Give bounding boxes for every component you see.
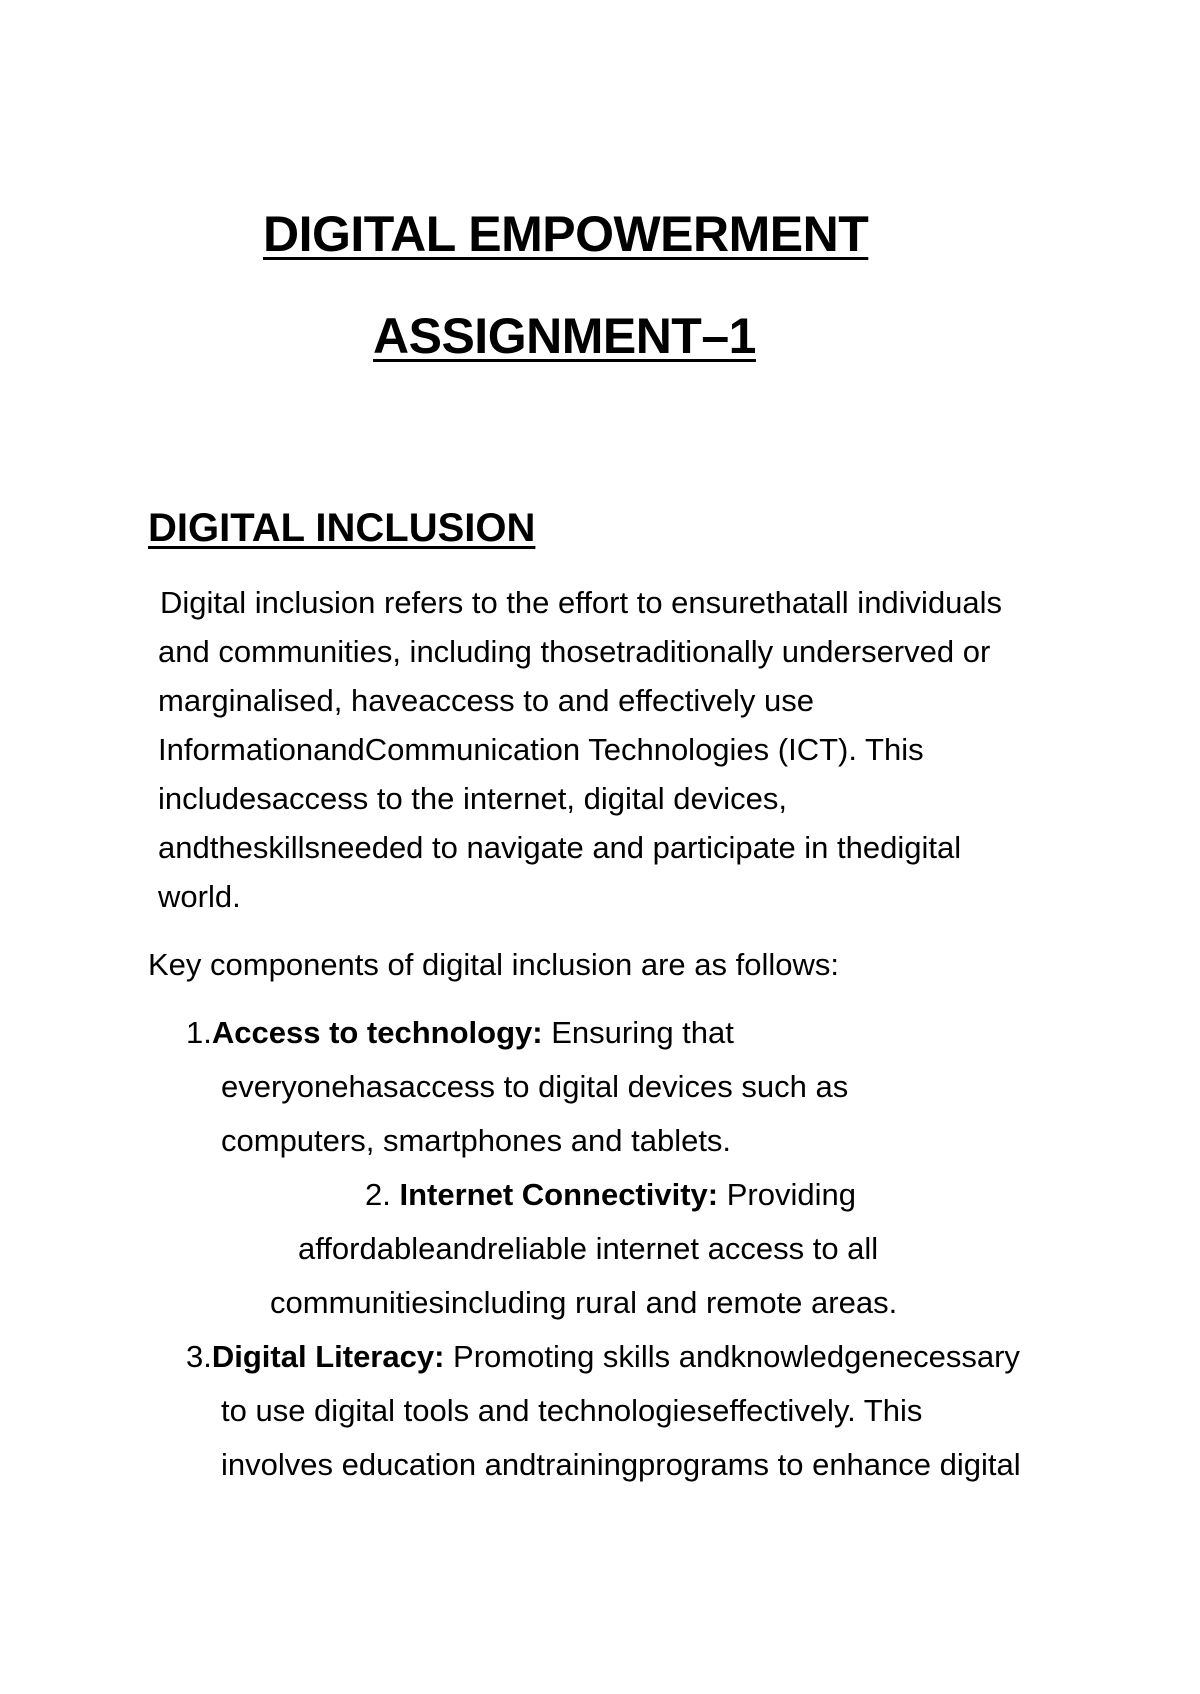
list-item-number: 2.	[365, 1177, 400, 1212]
paragraph-line: andtheskillsneeded to navigate and participate in thedigital	[158, 830, 962, 865]
list-item-2	[365, 1177, 856, 1213]
list-item-line: computers, smartphones and tablets.	[221, 1123, 732, 1158]
list-item-line: everyonehasaccess to digital devices such as	[221, 1069, 849, 1104]
list-item-number: 3.	[186, 1339, 212, 1374]
list-item-text: Promoting skills andknowledgenecessary	[444, 1339, 1020, 1374]
section-heading: DIGITAL INCLUSION	[148, 506, 536, 550]
paragraph-line: Digital inclusion refers to the effort to ensurethatall individuals	[160, 585, 1003, 620]
title-line-1: DIGITAL EMPOWERMENT	[263, 206, 869, 262]
paragraph-line: marginalised, haveaccess to and effectively use	[158, 683, 814, 718]
list-item-line: involves education andtrainingprograms to enhance digital	[221, 1447, 1021, 1482]
list-item-1	[186, 1015, 734, 1051]
paragraph-line: InformationandCommunication Technologies (ICT). This	[158, 732, 924, 767]
list-item-term: Digital Literacy:	[211, 1339, 445, 1374]
title-line-2: ASSIGNMENT–1	[373, 308, 756, 364]
list-item-term: Access to technology:	[211, 1015, 543, 1050]
list-item-number: 1.	[186, 1015, 212, 1050]
list-item-3	[186, 1339, 1020, 1375]
list-item-line: to use digital tools and technologieseffectively. This	[221, 1393, 923, 1428]
paragraph-line: world.	[158, 879, 241, 914]
paragraph-line: and communities, including thosetraditionally underserved or	[158, 634, 991, 669]
list-item-text: Ensuring that	[542, 1015, 734, 1050]
list-item-term: Internet Connectivity:	[399, 1177, 719, 1212]
paragraph-line: includesaccess to the internet, digital devices,	[158, 781, 787, 816]
list-item-text: Providing	[718, 1177, 856, 1212]
intro-line: Key components of digital inclusion are as follows:	[148, 947, 839, 982]
list-item-line: affordableandreliable internet access to all	[298, 1231, 879, 1266]
list-item-line: communitiesincluding rural and remote areas.	[270, 1285, 898, 1320]
